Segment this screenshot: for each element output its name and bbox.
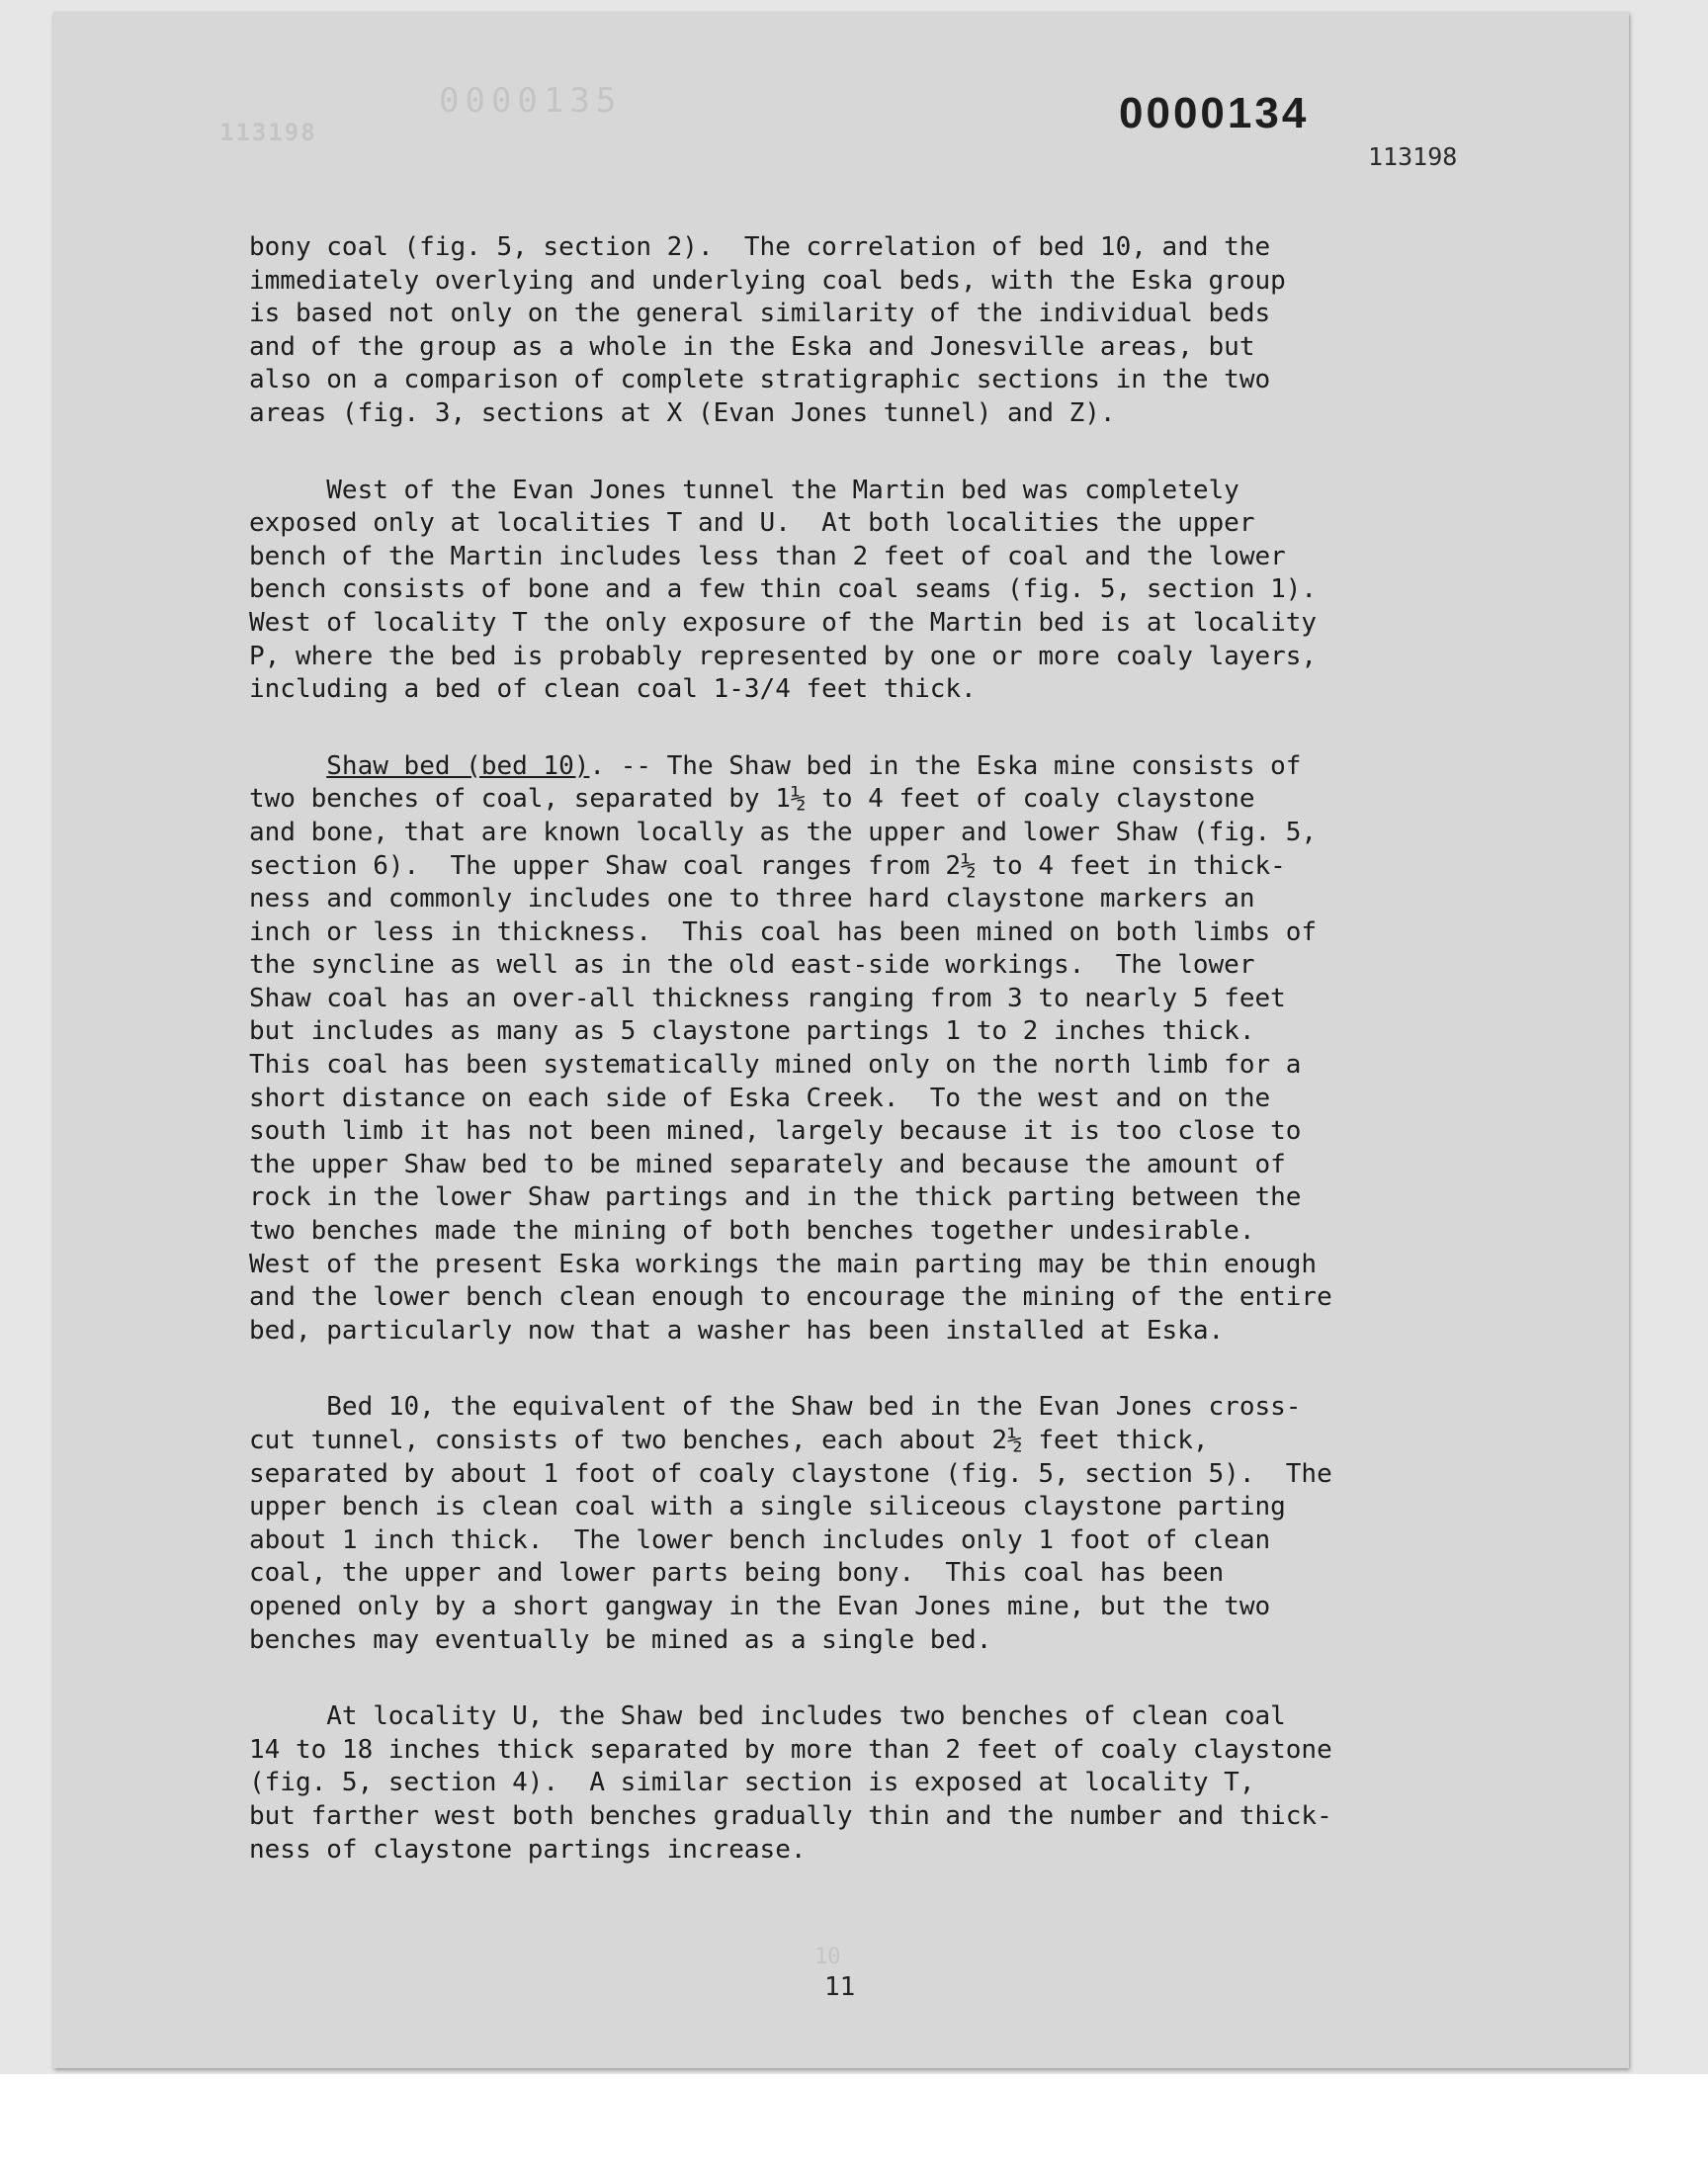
paragraph-martin-bed: West of the Evan Jones tunnel the Martin bed was completely exposed only at localities T and U. At both localities the upper bench of the Martin includes less than 2 feet of coal and the lower bench consists of bone and a few thin coal seams (fig. 5, section 1). West of locality T the only exposure of the Martin bed is at locality P, where the bed is probably represented by one or more coaly layers, including a bed of clean coal 1-3/4 feet thick. (249, 475, 1318, 705)
paragraph-locality-u: At locality U, the Shaw bed includes two benches of clean coal 14 to 18 inches thick separated by more than 2 feet of coaly claystone (fig. 5, section 4). A similar section is exposed at locality T, but farther west both benches gradually thin and the number and thick- ness of claystone partings increase. (249, 1701, 1332, 1865)
reference-number: 113198 (1368, 142, 1458, 171)
paragraph-indent (249, 751, 326, 781)
bleed-through-text: 113198 (219, 119, 317, 146)
scan-background (0, 2074, 1708, 2175)
section-heading-shaw-bed: Shaw bed (bed 10) (326, 750, 590, 781)
paragraph-shaw-bed-text: . -- The Shaw bed in the Eska mine consists of two benches of coal, separated by 1½ to 4 feet of coaly claystone and bone, that are known locally as the upper and lower Shaw (fig. 5, section 6). The upper Shaw coal ranges from 2½ to 4 feet in thick- ness and commonly includes one to three hard claystone markers an inch or less in thickness. This coal has been mined on both limbs of the syncline as well as in the old east-side workings. The lower Shaw coal has an over-all thickness ranging from 3 to nearly 5 feet but includes as many as 5 claystone partings 1 to 2 inches thick. This coal has been systematically mined only on the north limb for a short distance on each side of Eska Creek. To the west and on the south limb it has not been mined, largely because it is too close to the upper Shaw bed to be mined separately and because the amount of rock in the lower Shaw partings and in the thick parting between the two benches made the mining of both benches together undesirable. West of the present Eska workings the main parting may be thin enough and the lower bench clean enough to encourage the mining of the entire bed, particularly now that a washer has been installed at Eska. (249, 750, 1332, 1346)
paragraph-bed-10: Bed 10, the equivalent of the Shaw bed in the Evan Jones cross- cut tunnel, consists of two benches, each about 2½ feet thick, separated by about 1 foot of coaly claystone (fig. 5, section 5). The upper bench is clean coal with a single siliceous claystone parting about 1 inch thick. The lower bench includes only 1 foot of clean coal, the upper and lower parts being bony. This coal has been opened only by a short gangway in the Evan Jones mine, but the two benches may eventually be mined as a single bed. (249, 1392, 1332, 1655)
page-number: 11 (824, 1972, 856, 2002)
document-page (53, 12, 1629, 2068)
bleed-through-stamp: 0000135 (439, 81, 623, 121)
bleed-through-page-number: 10 (814, 1945, 841, 1969)
body-text (249, 231, 1475, 1910)
paragraph-shaw-bed (249, 750, 1475, 1348)
document-stamp-number: 0000134 (1119, 89, 1310, 137)
paragraph-eska-correlation: bony coal (fig. 5, section 2). The correlation of bed 10, and the immediately overlying and underlying coal beds, with the Eska group is based not only on the general similarity of the individual beds and of the group as a whole in the Eska and Jonesville areas, but also on a comparison of complete stratigraphic sections in the two areas (fig. 3, sections at X (Evan Jones tunnel) and Z). (249, 232, 1286, 428)
